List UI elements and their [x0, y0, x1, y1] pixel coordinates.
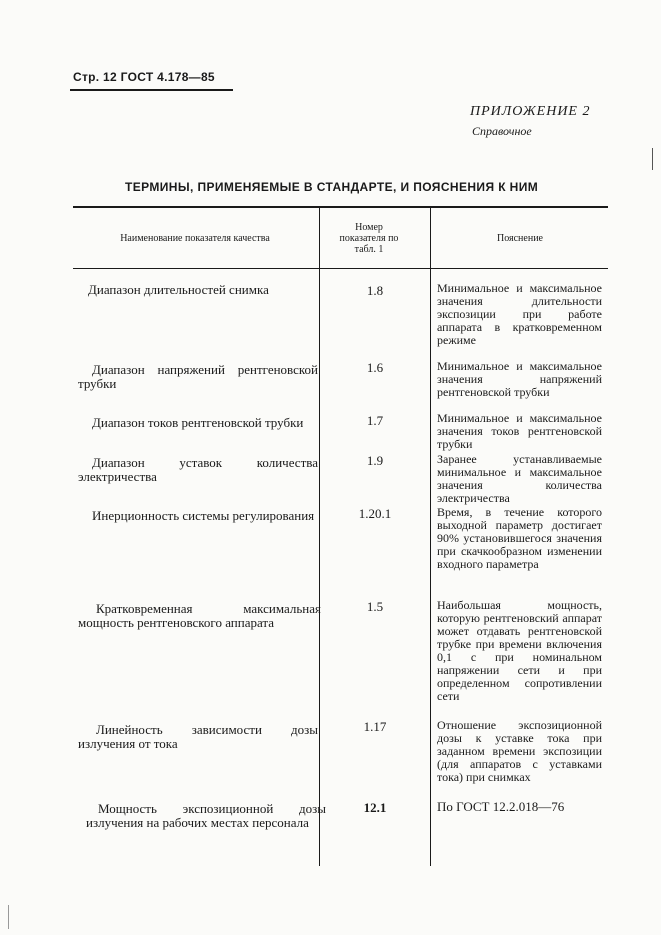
table-row-name: Диапазон напряжений рентгеновской трубки — [78, 362, 318, 391]
table-row-explanation: Время, в течение которого выходной параметр достигает 90% установившегося значения при скачкообразном изменении входного параметра — [437, 505, 602, 571]
table-row-name: Мощность экспозиционной дозы излучения на рабочих местах персонала — [86, 801, 326, 830]
table-row-explanation: Минимальное и максимальное значения длительности экспозиции при работе аппарата в кратковременном режиме — [437, 281, 602, 347]
table-row-number: 1.20.1 — [358, 506, 392, 521]
table-row-name: Диапазон токов рентгеновской трубки — [92, 415, 304, 430]
table-row-explanation: Наибольшая мощность, которую рентгеновский аппарат может отдавать рентгеновской трубке при времени включения 0,1 с при номинальном напряжении сети и при определенном сопротивлении сети — [437, 598, 602, 703]
column-divider-2 — [430, 206, 431, 866]
table-row-explanation: Минимальное и максимальное значения токов рентгеновской трубки — [437, 411, 602, 451]
table-row-explanation: По ГОСТ 12.2.018—76 — [437, 799, 565, 814]
appendix-title: ПРИЛОЖЕНИЕ 2 — [470, 104, 591, 119]
table-row-number: 1.6 — [366, 360, 384, 375]
appendix-subtitle: Справочное — [472, 124, 532, 138]
table-row-name: Линейность зависимости дозы излучения от тока — [78, 722, 318, 751]
column-header-name: Наименование показателя качества — [120, 233, 270, 244]
table-row-number: 1.5 — [366, 599, 384, 614]
table-header-rule — [73, 268, 608, 269]
table-row-name: Диапазон уставок количества электричества — [78, 455, 318, 484]
table-row-explanation: Заранее устанавливаемые минимальное и максимальное значения количества электричества — [437, 452, 602, 505]
scan-mark — [8, 905, 9, 929]
section-title: ТЕРМИНЫ, ПРИМЕНЯЕМЫЕ В СТАНДАРТЕ, И ПОЯСНЕНИЯ К НИМ — [125, 180, 539, 194]
table-row-number: 1.9 — [366, 453, 384, 468]
table-top-rule — [73, 206, 608, 208]
table-row-name: Инерционность системы регулирования — [92, 508, 315, 523]
table-row-explanation: Отношение экспозиционной дозы к уставке тока при заданном времени экспозиции (для аппаратов с уставками тока) при снимках — [437, 718, 602, 784]
table-row-number: 1.8 — [366, 283, 384, 298]
page-header: Стр. 12 ГОСТ 4.178—85 — [73, 70, 215, 84]
table-row-explanation: Минимальное и максимальное значения напряжений рентгеновской трубки — [437, 359, 602, 399]
column-header-number: Номер показателя по табл. 1 — [339, 222, 399, 255]
table-row-number: 12.1 — [363, 800, 387, 815]
column-header-explanation: Пояснение — [496, 233, 543, 244]
table-row-name: Диапазон длительностей снимка — [88, 282, 269, 297]
table-row-number: 1.17 — [363, 719, 387, 734]
header-rule — [70, 89, 233, 91]
scan-mark — [652, 148, 653, 170]
table-row-name: Кратковременная максимальная мощность рентгеновского аппарата — [78, 601, 321, 630]
column-divider-1 — [319, 206, 320, 866]
table-row-number: 1.7 — [366, 413, 384, 428]
